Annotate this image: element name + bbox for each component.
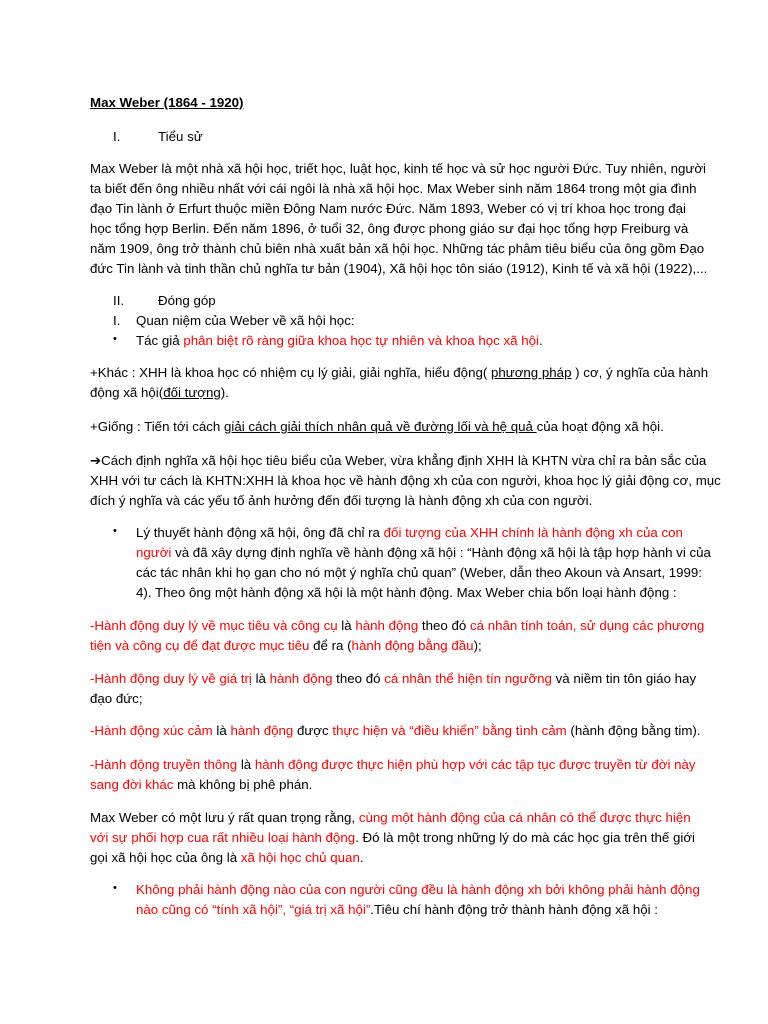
definition-line: ➔Cách định nghĩa xã hội học tiêu biểu của Weber, vừa khẳng định XHH là KHTN vừa chỉ ra bản sắc của: [90, 453, 707, 468]
subsection-1-heading: Quan niệm của Weber về xã hội học:: [136, 313, 355, 328]
bio-line: đạo Tin lành ở Erfurt thuộc miền Đông Nam nước Đức. Năm 1893, Weber có vị trí khoa học trong đại: [90, 201, 686, 216]
action-theory-line: 4). Theo ông một hành động xã hội là một hành động. Max Weber chia bốn loại hành động :: [136, 585, 677, 600]
criteria-line: Không phải hành động nào của con người cũng đều là hành động xh bởi không phải hành động: [136, 882, 700, 897]
action-line: -Hành động truyền thông là hành động được thực hiện phù hợp với các tập tục được truyền từ đời này: [90, 757, 696, 772]
note-line: Max Weber có một lưu ý rất quan trọng rằng, cùng một hành động của cá nhân có thể được thực hiện: [90, 810, 691, 825]
note-line: gọi xã hội học của ông là xã hội học chủ quan.: [90, 850, 364, 865]
criteria-line: nào cũng có “tính xã hội”, “giá trị xã hội”.Tiêu chí hành động trở thành hành động xã hội :: [136, 902, 658, 917]
bio-line: năm 1909, ông trở thành chủ biên nhà xuất bản xã hội học. Những tác phâm tiêu biểu của ông gồm Đạo: [90, 241, 705, 256]
bullet-icon: •: [113, 525, 117, 537]
note-line: với sự phối hợp cua rất nhiều loại hành động. Đó là một trong những lý do mà các học gia trên thế giới: [90, 830, 696, 845]
section-2-number: II.: [113, 293, 125, 308]
definition-line: XHH với tư cách là KHTN:XHH là khoa học về hành động xh của con người, khoa học lý giải động cơ, mục: [90, 473, 721, 488]
page-title: Max Weber (1864 - 1920): [90, 95, 244, 110]
action-theory-line: Lý thuyết hành động xã hội, ông đã chỉ ra đối tượng của XHH chính là hành động xh của con: [136, 525, 683, 540]
bullet-icon: •: [113, 333, 117, 345]
action-line: -Hành động duy lý về mục tiêu và công cụ là hành động theo đó cá nhân tính toán, sử dụng các phương: [90, 618, 705, 633]
section-1-number: I.: [113, 129, 121, 144]
action-line: sang đời khác mà không bị phê phán.: [90, 777, 313, 792]
action-theory-line: các tác nhân khi họ gan cho nó một ý nghĩa chủ quan” (Weber, dẫn theo Akoun và Ansart, 1999:: [136, 565, 702, 580]
bullet-distinction: Tác giả phân biệt rõ ràng giữa khoa học tự nhiên và khoa học xã hội.: [136, 333, 543, 348]
action-line: -Hành động duy lý về giá trị là hành động theo đó cá nhân thể hiện tín ngưỡng và niềm tin tôn giáo hay: [90, 671, 697, 686]
bio-line: ta biết đến ông nhiều nhất với cái ngôi là nhà xã hội học. Max Weber sinh năm 1864 trong một gia đình: [90, 181, 697, 196]
bio-line: học tổng hợp Berlin. Đến năm 1896, ở tuổi 32, ông được phong giáo sư đại học tổng hợp Freiburg và: [90, 221, 689, 236]
section-1-heading: Tiểu sử: [158, 129, 203, 144]
difference-line: +Khác : XHH là khoa học có nhiệm cụ lý giải, giải nghĩa, hiểu động( phương pháp ) cơ, ý nghĩa của hành: [90, 365, 709, 380]
action-theory-line: người và đã xây dựng định nghĩa về hành động xã hội : “Hành động xã hội là tập hợp hành vi của: [136, 545, 711, 560]
definition-line: đích ý nghĩa và các yếu tố ảnh hưởng đến đối tượng là hành động xh của con người.: [90, 493, 593, 508]
subsection-1-number: I.: [113, 313, 121, 328]
action-line: tiện và công cụ để đạt được mục tiêu để ra (hành động bằng đầu);: [90, 638, 482, 653]
section-2-heading: Đóng góp: [158, 293, 216, 308]
bio-line: Max Weber là một nhà xã hội học, triết học, luật học, kinh tế học và sử học người Đức. Tuy nhiên, người: [90, 161, 707, 176]
bio-line: đức Tin lành và tinh thần chủ nghĩa tư bản (1904), Xã hội học tôn siáo (1912), Kinh tế và xã hội (1922),...: [90, 261, 708, 276]
action-type-affective: -Hành động xúc cảm là hành động được thực hiện và “điều khiển” bằng tình cảm (hành động bằng tim).: [90, 723, 701, 738]
difference-line: động xã hội(đối tượng).: [90, 385, 229, 400]
similarity-paragraph: +Giống : Tiến tới cách giải cách giải thích nhân quả về đường lối và hệ quả của hoạt động xã hội.: [90, 419, 664, 434]
bullet-icon: •: [113, 882, 117, 894]
action-line: đạo đức;: [90, 691, 143, 706]
